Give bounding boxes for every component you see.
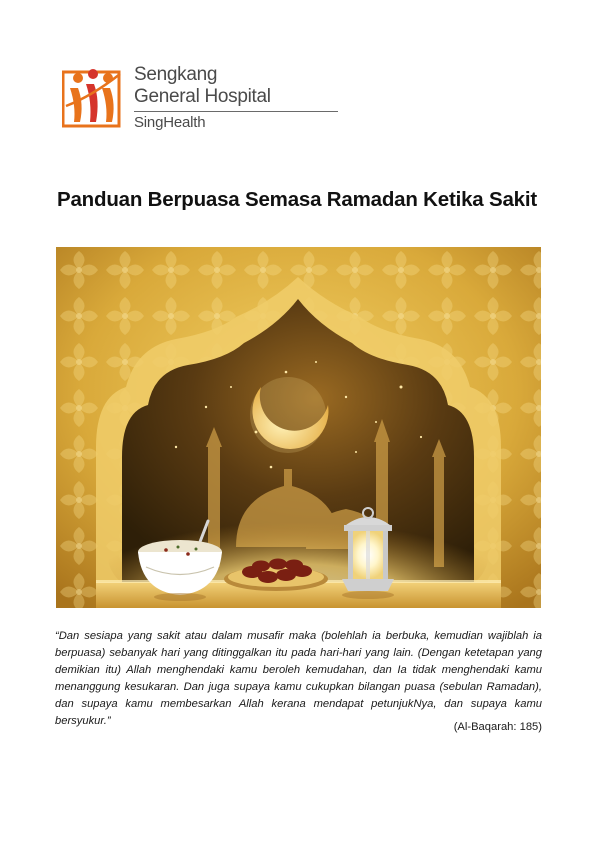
sengkang-logo-icon [62, 66, 124, 128]
quote-citation: (Al-Baqarah: 185) [453, 721, 542, 733]
ramadan-hero-image [56, 247, 541, 608]
quran-quote: “Dan sesiapa yang sakit atau dalam musafir maka (bolehlah ia berbuka, kemudian wajiblah ia berpuasa) sebanyak hari yang ditinggalkan itu pada hari-hari yang lain. (Dengan ketetapan yang demikian itu) Allah menghendaki kamu beroleh kemudahan, dan Ia tidak menghendaki kamu menanggung kesukaran. Dan juga supaya kamu cukupkan bilangan puasa (sebulan Ramadan), dan supaya kamu membesarkan Allah kerana mendapat petunjukNya, dan supaya kamu bersyukur.” [55, 630, 542, 727]
logo-parent-org: SingHealth [134, 114, 206, 131]
logo-divider [134, 111, 338, 112]
logo-name-line1: Sengkang [134, 64, 218, 85]
page-title: Panduan Berpuasa Semasa Ramadan Ketika Sakit [57, 188, 537, 211]
hospital-logo [62, 64, 282, 134]
logo-name-line2: General Hospital [134, 86, 271, 107]
logo-text [134, 64, 271, 108]
